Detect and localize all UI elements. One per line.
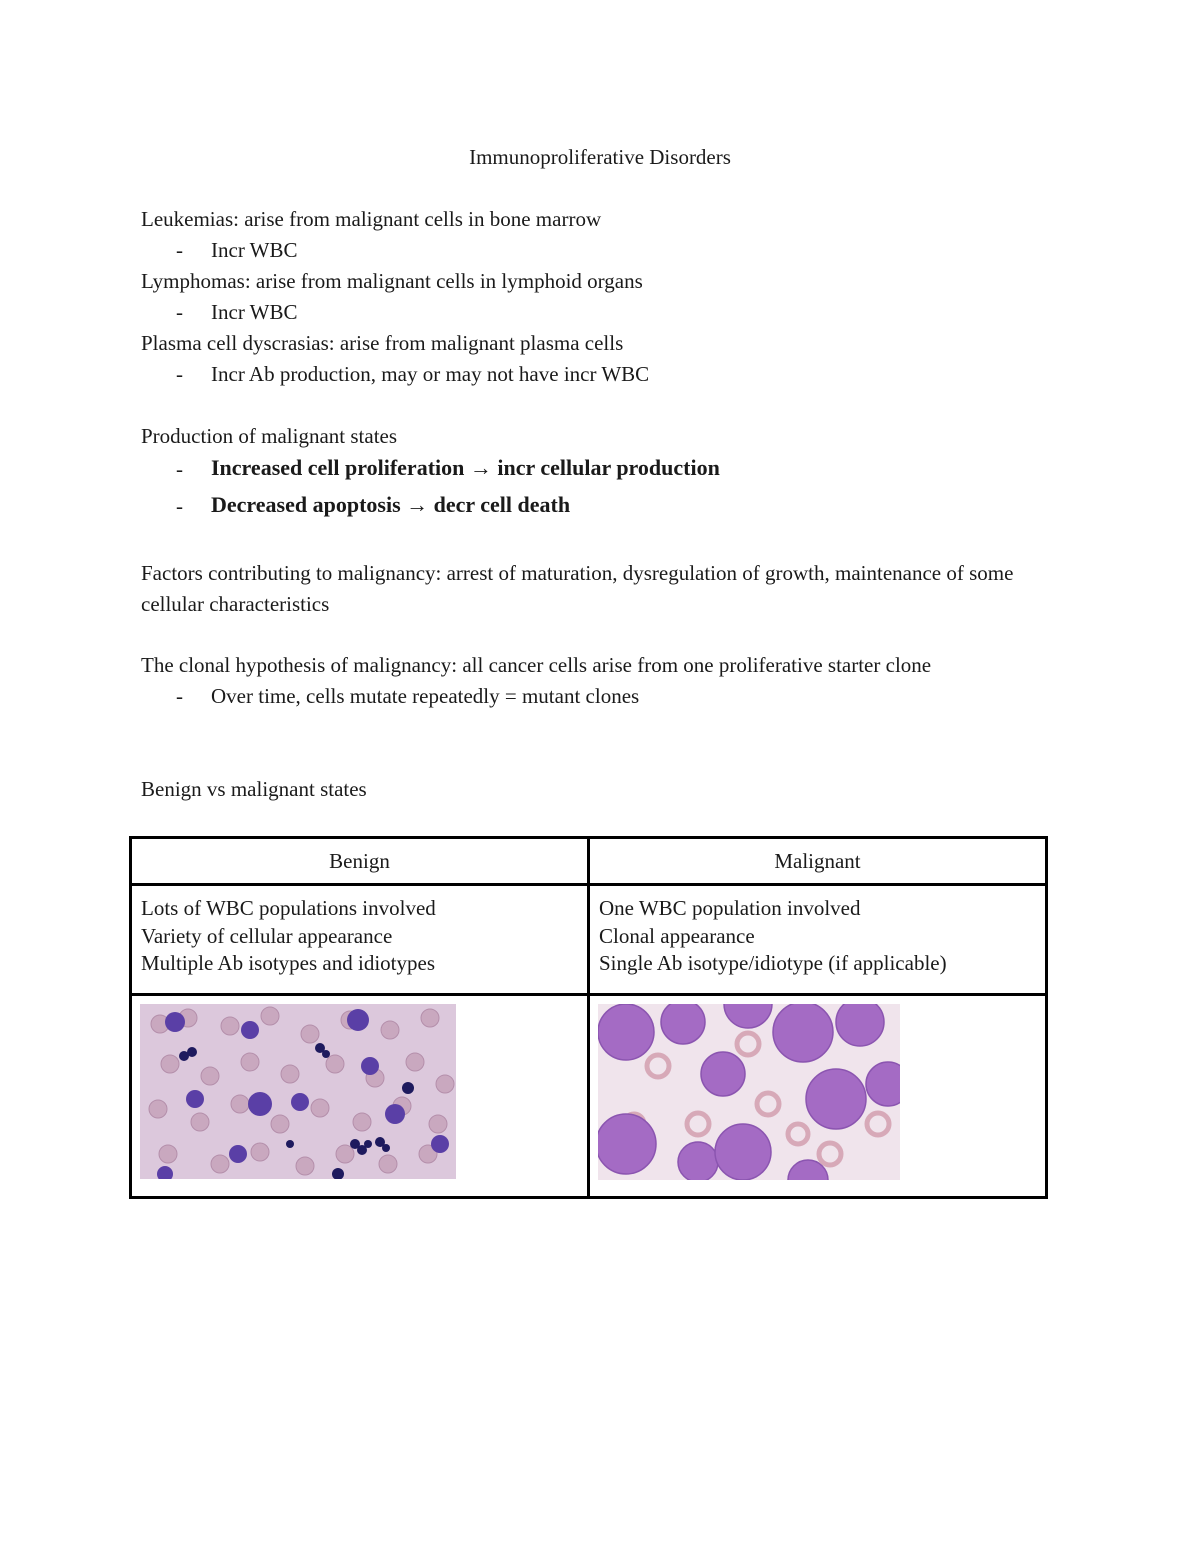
production-bullet-2: Decreased apoptosis → decr cell death [211, 492, 571, 517]
malignant-features-cell [589, 885, 1047, 995]
leukemias-bullet: Incr WBC [211, 238, 298, 262]
production-line: Production of malignant states [141, 424, 398, 448]
leukemias-line: Leukemias: arise from malignant cells in bone marrow [141, 207, 602, 231]
malignant-image-cell [589, 995, 1047, 1198]
lymphomas-bullet: Incr WBC [211, 300, 298, 324]
malignant-feature: Clonal appearance [599, 923, 755, 948]
lymphomas-line: Lymphomas: arise from malignant cells in lymphoid organs [141, 269, 643, 293]
bullet-mark: - [176, 300, 183, 324]
benign-vs-line: Benign vs malignant states [141, 777, 367, 801]
clonal-line: The clonal hypothesis of malignancy: all cancer cells arise from one proliferative starter clone [141, 653, 932, 677]
clonal-bullet: Over time, cells mutate repeatedly = mutant clones [211, 684, 640, 708]
benign-feature: Variety of cellular appearance [141, 923, 393, 948]
header-benign: Benign [131, 838, 589, 885]
bullet-mark: - [176, 362, 183, 386]
malignant-feature: Single Ab isotype/idiotype (if applicable) [599, 951, 947, 975]
bullet-mark: - [176, 457, 183, 481]
plasma-bullet: Incr Ab production, may or may not have incr WBC [211, 362, 650, 386]
benign-blood-smear-image [140, 1004, 456, 1179]
bullet-mark: - [176, 684, 183, 708]
factors-paragraph: Factors contributing to malignancy: arrest of maturation, dysregulation of growth, maintenance of some cellular characteristics [141, 561, 1014, 616]
comparison-table [129, 836, 1048, 1199]
bullet-mark: - [176, 494, 183, 518]
page-title: Immunoproliferative Disorders [469, 145, 731, 169]
benign-features-cell [131, 885, 589, 995]
malignant-blood-smear-image [598, 1004, 900, 1180]
plasma-line: Plasma cell dyscrasias: arise from malignant plasma cells [141, 331, 624, 355]
bullet-mark: - [176, 238, 183, 262]
benign-feature: Multiple Ab isotypes and idiotypes [141, 951, 435, 975]
benign-image-cell [131, 995, 589, 1198]
table-header-row [131, 838, 1047, 885]
table-row [131, 885, 1047, 995]
benign-feature: Lots of WBC populations involved [141, 896, 436, 920]
production-bullet-1: Increased cell proliferation → incr cellular production [211, 455, 720, 480]
header-malignant: Malignant [589, 838, 1047, 885]
malignant-feature: One WBC population involved [599, 896, 861, 920]
table-row [131, 995, 1047, 1198]
